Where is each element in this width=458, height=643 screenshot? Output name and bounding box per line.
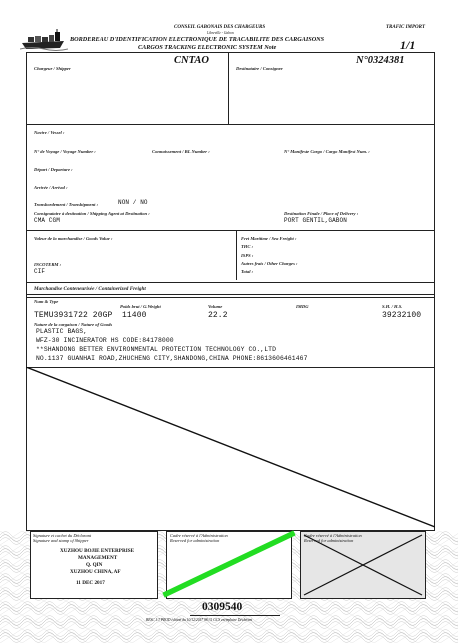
- cancel-diagonal: [26, 367, 435, 531]
- admin-box-1-label-fr: Cadre réservé à l'Administration: [170, 533, 228, 538]
- col-hs: S.H. / H.S.: [382, 304, 403, 309]
- manifest-label: N° Manifeste Cargo / Cargo Manifest Num. :: [284, 149, 370, 154]
- document-number: N°0324381: [356, 55, 405, 66]
- goods-line: NO.1137 GUANHAI ROAD,ZHUCHENG CITY,SHANDONG,CHINA PHONE:8613606461467: [36, 355, 308, 362]
- transshipment-value: NON / NO: [118, 199, 148, 206]
- container-number: TEMU3931722 20GP: [34, 311, 113, 320]
- org-name: CONSEIL GABONAIS DES CHARGEURS: [174, 25, 266, 30]
- org-subtitle: Libreville - Gabon: [207, 31, 234, 35]
- consignee-label: Destinataire / Consignee: [236, 66, 283, 71]
- goods-line: PLASTIC BAGS,: [36, 328, 88, 335]
- goods-nature-label: Nature de la cargaison / Nature of Goods: [34, 322, 113, 327]
- admin-box-2-label-en: Reserved for administration: [304, 538, 354, 543]
- bottom-note: BESC 1.1 PROD édition du 10/12/2017 08:31 GCS exemplaire Déclarant: [146, 618, 253, 622]
- signature-city: XUZHOU CHINA, AF: [70, 569, 121, 575]
- signature-name: Q. QIN: [86, 562, 103, 568]
- destination-value: PORT GENTIL,GABON: [284, 217, 347, 224]
- incoterm-value: CIF: [34, 268, 46, 275]
- shipper-label: Chargeur / Shipper: [34, 66, 71, 71]
- bl-label: Connaissement / BL Number :: [152, 149, 210, 154]
- ship-logo: [20, 29, 68, 51]
- admin-box-2-label-fr: Cadre réservé à l'Administration: [304, 533, 362, 538]
- document-title-en: CARGOS TRACKING ELECTRONIC SYSTEM Note: [138, 44, 277, 51]
- transshipment-label: Transbordement / Transhipment :: [34, 202, 99, 207]
- admin-box-2-cross: [300, 531, 426, 599]
- serial-number: 0309540: [202, 601, 243, 613]
- green-slash: [160, 528, 300, 600]
- goods-value-label: Valeur de la marchandise / Goods Value :: [34, 236, 113, 241]
- signature-label-en: Signature and stamp of Shipper: [33, 538, 89, 543]
- freight-section-title: Marchandise Conteneurisée / Containerized Freight: [34, 286, 146, 292]
- destination-label: Destination Finale / Place of Delivery :: [284, 211, 359, 216]
- agent-value: CMA CGM: [34, 217, 60, 224]
- col-imdg: IMDG: [296, 304, 309, 309]
- signature-management: MANAGEMENT: [78, 555, 118, 561]
- isps-label: ISPS :: [241, 253, 254, 258]
- vessel-label: Navire / Vessel :: [34, 130, 65, 135]
- col-num-type: Num & Type: [34, 299, 59, 304]
- arrival-label: Arrivée / Arrival :: [34, 185, 68, 190]
- goods-line: WFZ-30 INCINERATOR HS CODE:84178000: [36, 337, 174, 344]
- thc-label: THC :: [241, 244, 254, 249]
- signature-company: XUZHOU BOJIE ENTERPRISE: [60, 548, 135, 554]
- col-weight: Poids brut / G.Weight: [120, 304, 161, 309]
- departure-label: Départ / Departure :: [34, 167, 73, 172]
- agent-label: Consignataire à destination / Shipping Agent at Destination :: [34, 211, 150, 216]
- page-counter: 1/1: [400, 38, 416, 52]
- incoterm-label: INCOTERM :: [34, 262, 62, 267]
- volume-value: 22.2: [208, 311, 228, 320]
- other-charges-label: Autres frais / Other Charges :: [241, 261, 298, 266]
- voyage-label: N° de Voyage / Voyage Number :: [34, 149, 96, 154]
- shipper-value: CNTAO: [174, 55, 210, 66]
- goods-line: **SHANDONG BETTER ENVIRONMENTAL PROTECTION TECHNOLOGY CO.,LTD: [36, 346, 277, 353]
- total-label: Total :: [241, 269, 254, 274]
- signature-label-fr: Signature et cachet du Déclarant: [33, 533, 92, 538]
- signature-date: 11 DEC 2017: [76, 580, 105, 586]
- traffic-type: TRAFIC IMPORT: [386, 25, 426, 30]
- document-title-fr: BORDEREAU D'IDENTIFICATION ELECTRONIQUE DE TRACABILITE DES CARGAISONS: [70, 36, 325, 43]
- col-volume: Volume: [208, 304, 223, 309]
- admin-box-1-label-en: Reserved for administration: [170, 538, 220, 543]
- sea-freight-label: Fret Maritime / Sea Freight :: [241, 236, 297, 241]
- hs-code: 39232100: [382, 311, 422, 320]
- gross-weight: 11400: [122, 311, 147, 320]
